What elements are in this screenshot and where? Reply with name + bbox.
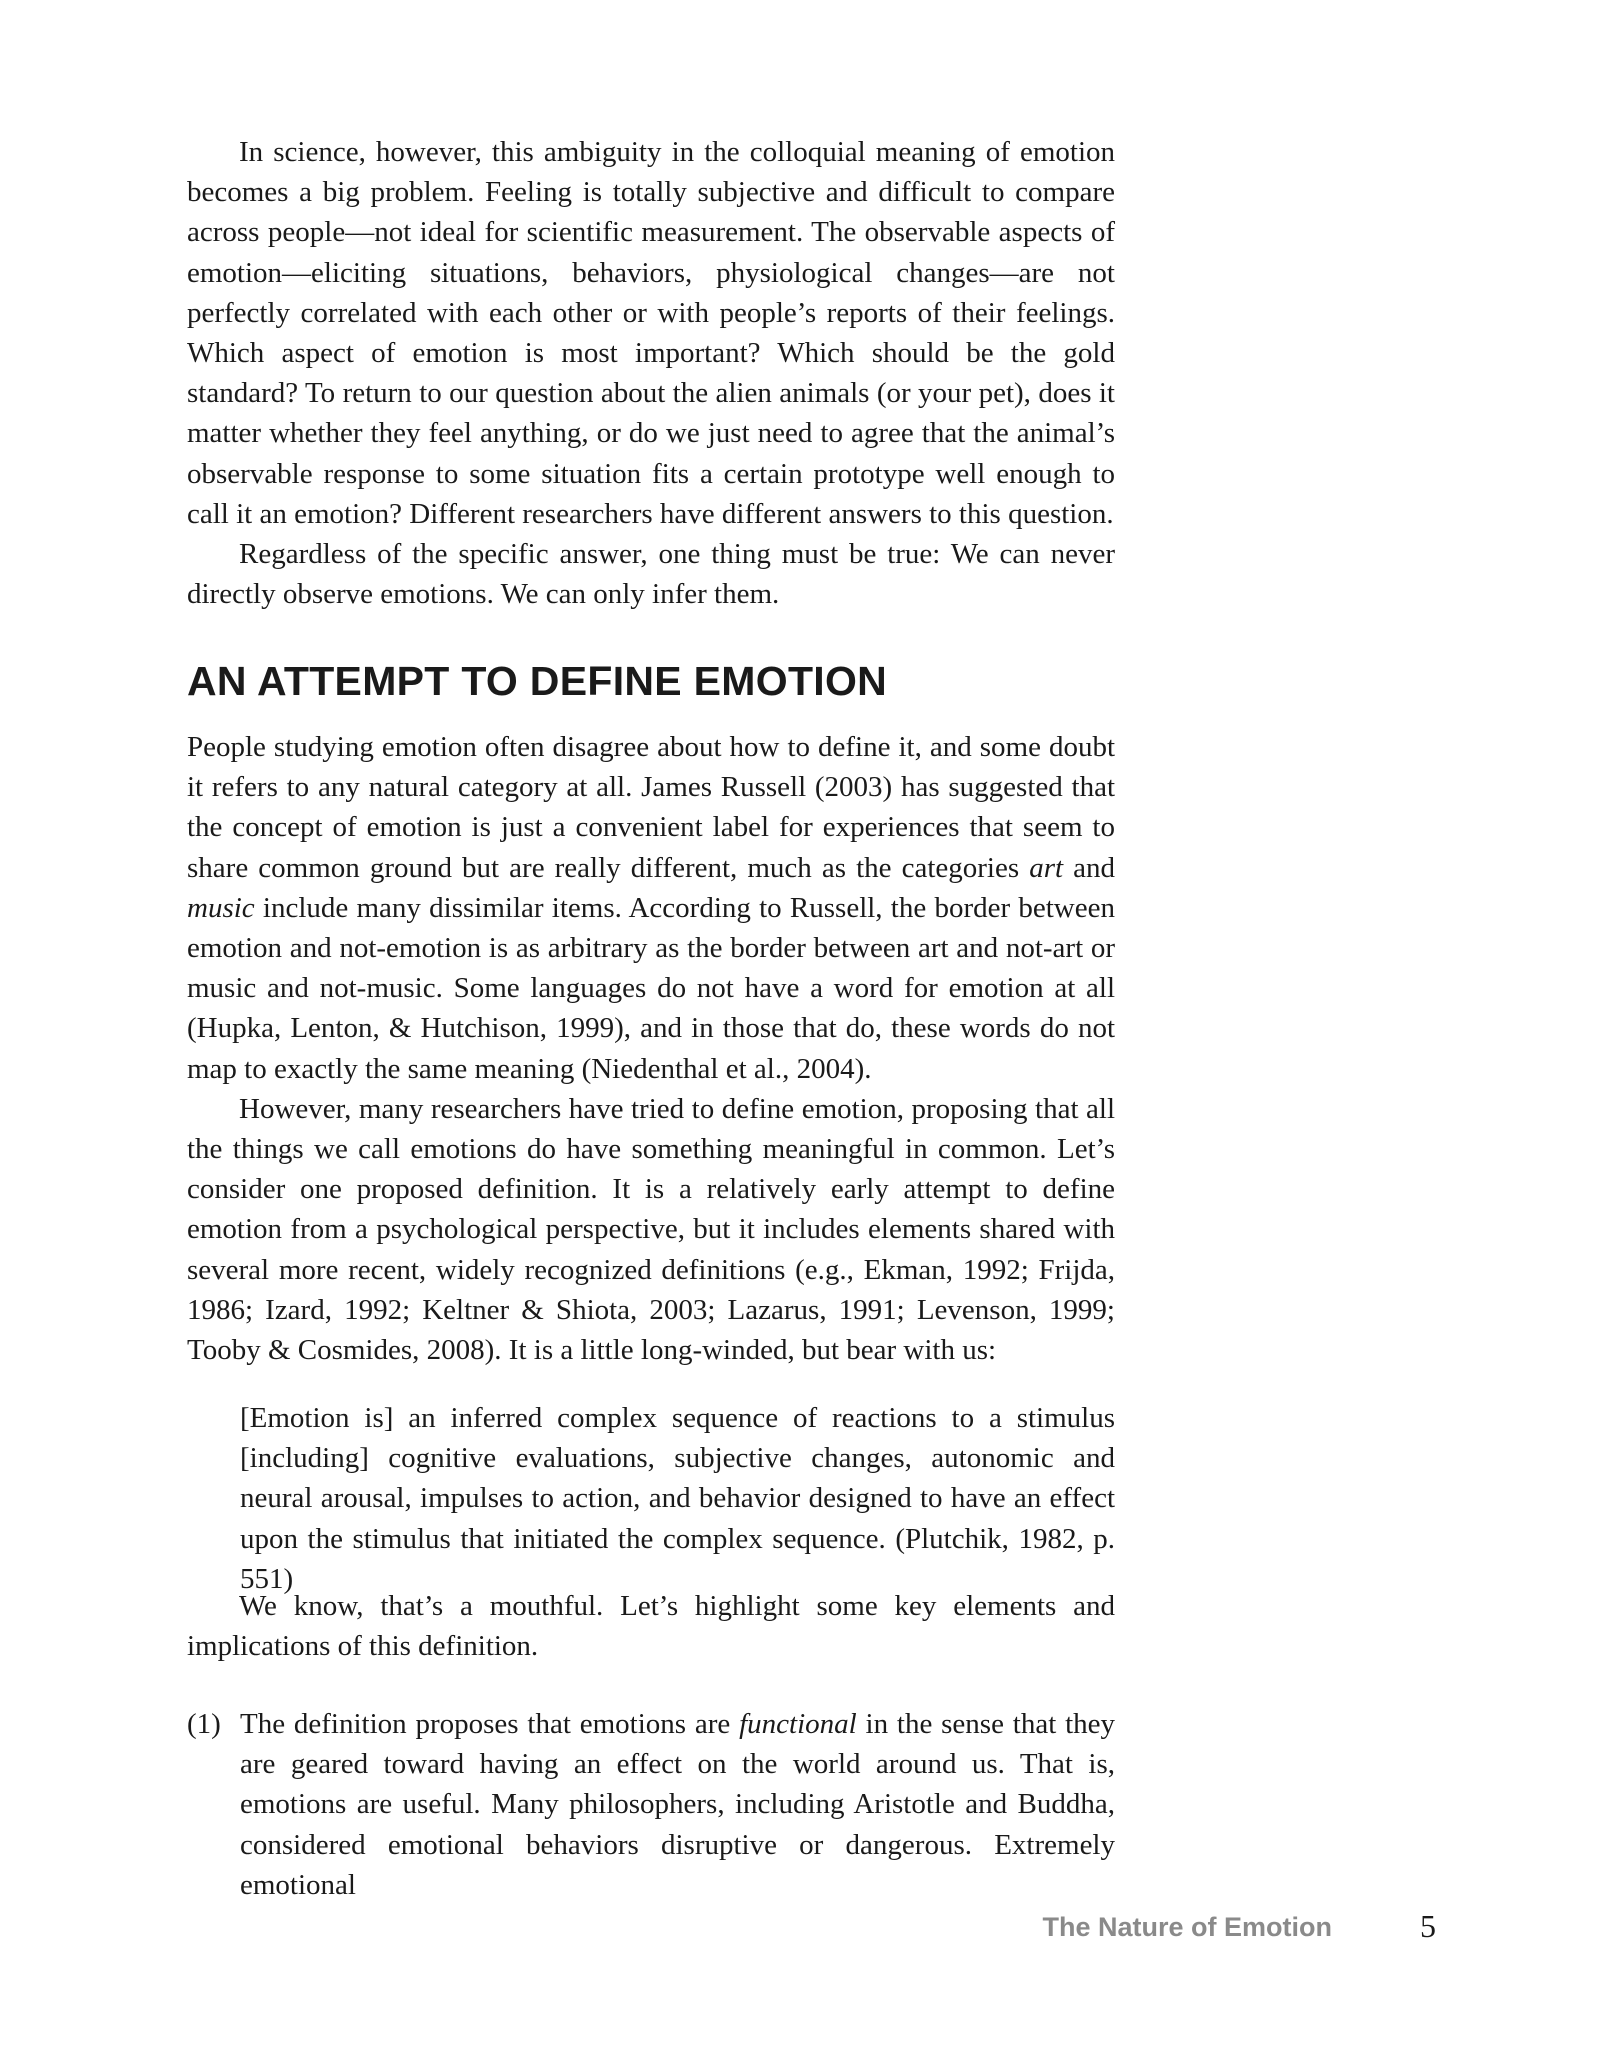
- emphasis-functional: functional: [739, 1708, 857, 1740]
- block-quote: [Emotion is] an inferred complex sequence of reactions to a stimulus [including] cognitive evaluations, subjective changes, autonomic and neural arousal, impulses to action, and behavior designed to have an effect upon the stimulus that initiated the complex sequence. (Plutchik, 1982, p. 551): [240, 1402, 1115, 1595]
- intro-paragraph-2: Regardless of the specific answer, one thing must be true: We can never directly observe emotions. We can only infer them.: [187, 538, 1115, 611]
- section-heading: AN ATTEMPT TO DEFINE EMOTION: [187, 658, 888, 704]
- paragraph-text: include many dissimilar items. According to Russell, the border between emotion and not-emotion is as arbitrary as the border between art and not-art or music and not-music. Some languages do not have a word for emotion at all (Hupka, Lenton, & Hutchison, 1999), and in those that do, these words do not map to exactly the same meaning (Niedenthal et al., 2004).: [187, 891, 1115, 1085]
- definition-section: [187, 727, 1115, 1370]
- intro-section: [187, 132, 1115, 614]
- page-number: 5: [1420, 1908, 1436, 1944]
- list-item-number: (1): [187, 1708, 221, 1740]
- list-item-text: The definition proposes that emotions are: [240, 1708, 740, 1740]
- list-item-text: in the sense that they are geared toward having an effect on the world around us. That is, emotions are useful. Many philosophers, including Aristotle and Buddha, considered emotional behaviors disruptive or dangerous. Extremely emotional: [240, 1708, 1115, 1901]
- intro-paragraph-1: In science, however, this ambiguity in the colloquial meaning of emotion becomes a big problem. Feeling is totally subjective and difficult to compare across people—not ideal for scientific measurement. The observable aspects of emotion—eliciting situations, behaviors, physiological changes—are not perfectly correlated with each other or with people’s reports of their feelings. Which aspect of emotion is most important? Which should be the gold standard? To return to our question about the alien animals (or your pet), does it matter whether they feel anything, or do we just need to agree that the animal’s observable response to some situation fits a certain prototype well enough to call it an emotion? Different researchers have different answers to this question.: [187, 136, 1115, 530]
- definition-paragraph-2: However, many researchers have tried to define emotion, proposing that all the things we call emotions do have something meaningful in common. Let’s consider one proposed definition. It is a relatively early attempt to define emotion from a psychological perspective, but it includes elements shared with several more recent, widely recognized definitions (e.g., Ekman, 1992; Frijda, 1986; Izard, 1992; Keltner & Shiota, 2003; Lazarus, 1991; Levenson, 1999; Tooby & Cosmides, 2008). It is a little long-winded, but bear with us:: [187, 1092, 1115, 1367]
- list-item-body: [240, 1704, 1115, 1905]
- list-item: [187, 1704, 1115, 1905]
- running-footer-title: The Nature of Emotion: [1042, 1912, 1332, 1942]
- after-quote-section: [187, 1586, 1115, 1666]
- paragraph-text: People studying emotion often disagree about how to define it, and some doubt it refers to any natural category at all. James Russell (2003) has suggested that the concept of emotion is just a convenient label for experiences that seem to share common ground but are really different, much as the categories: [187, 731, 1115, 884]
- definition-paragraph-1: [187, 727, 1115, 1089]
- after-quote-paragraph: We know, that’s a mouthful. Let’s highlight some key elements and implications of this definition.: [187, 1590, 1115, 1663]
- paragraph-text: and: [1063, 851, 1115, 884]
- emphasis-music: music: [187, 891, 255, 924]
- emphasis-art: art: [1029, 851, 1064, 884]
